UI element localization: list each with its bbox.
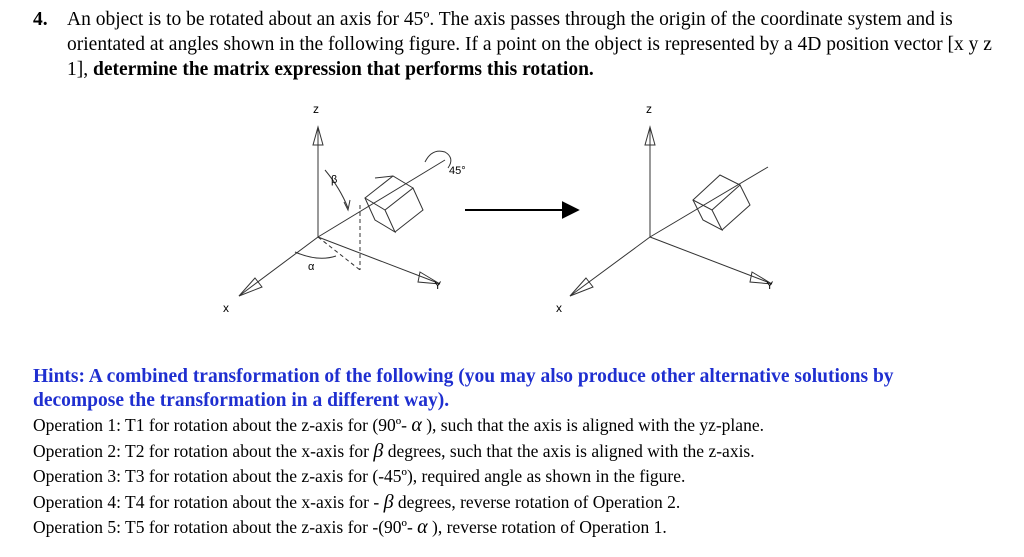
- question-text: [67, 7, 993, 82]
- left-x-axis: [239, 237, 318, 296]
- beta-label: β: [331, 174, 338, 186]
- hints-title: Hints: A combined transformation of the following (you may also produce other alternative solutions by decompose the transformation in a different way).: [33, 366, 894, 411]
- left-diagram: [239, 127, 451, 296]
- angle-label: 45°: [449, 165, 466, 177]
- right-rotation-axis: [650, 167, 768, 237]
- left-x-label: x: [223, 301, 229, 315]
- left-cube: [365, 176, 423, 232]
- question-intro: An object is to be rotated about an axis for 45º. The axis passes through the origin of the coordinate system and is orientated at angles shown in the following figure. If a point on the object is represented by a 4D position vector [x y z 1],: [67, 9, 992, 80]
- operation-5: Operation 5: T5 for rotation about the z-axis for -(90º- α ), reverse rotation of Operation 1.: [33, 516, 667, 538]
- left-y-axis: [318, 237, 438, 283]
- right-x-axis: [570, 237, 650, 296]
- right-y-axis: [650, 237, 770, 283]
- operation-4: Operation 4: T4 for rotation about the x-axis for - β degrees, reverse rotation of Operation 2.: [33, 490, 681, 513]
- operation-2: Operation 2: T2 for rotation about the x-axis for β degrees, such that the axis is aligned with the z-axis.: [33, 439, 755, 462]
- angle-arc: [425, 151, 451, 168]
- question-emphasis: determine the matrix expression that performs this rotation.: [93, 59, 594, 80]
- rotation-axis: [318, 160, 445, 237]
- operation-3: Operation 3: T3 for rotation about the z-axis for (-45º), required angle as shown in the figure.: [33, 466, 686, 486]
- question: [33, 7, 993, 82]
- rotation-figure: [0, 90, 1024, 330]
- alpha-arc: [295, 252, 336, 258]
- question-number: 4.: [33, 9, 48, 30]
- right-y-label: Y: [766, 280, 774, 292]
- left-z-label: z: [313, 102, 319, 116]
- right-x-label: x: [556, 301, 562, 315]
- left-y-label: Y: [434, 280, 442, 292]
- projection-line: [318, 237, 360, 270]
- right-z-label: z: [646, 102, 652, 116]
- alpha-label: α: [308, 261, 315, 273]
- operation-1: Operation 1: T1 for rotation about the z-axis for (90º- α ), such that the axis is aligned with the yz-plane.: [33, 414, 764, 436]
- hints-section: [33, 365, 933, 541]
- right-diagram: [570, 127, 772, 296]
